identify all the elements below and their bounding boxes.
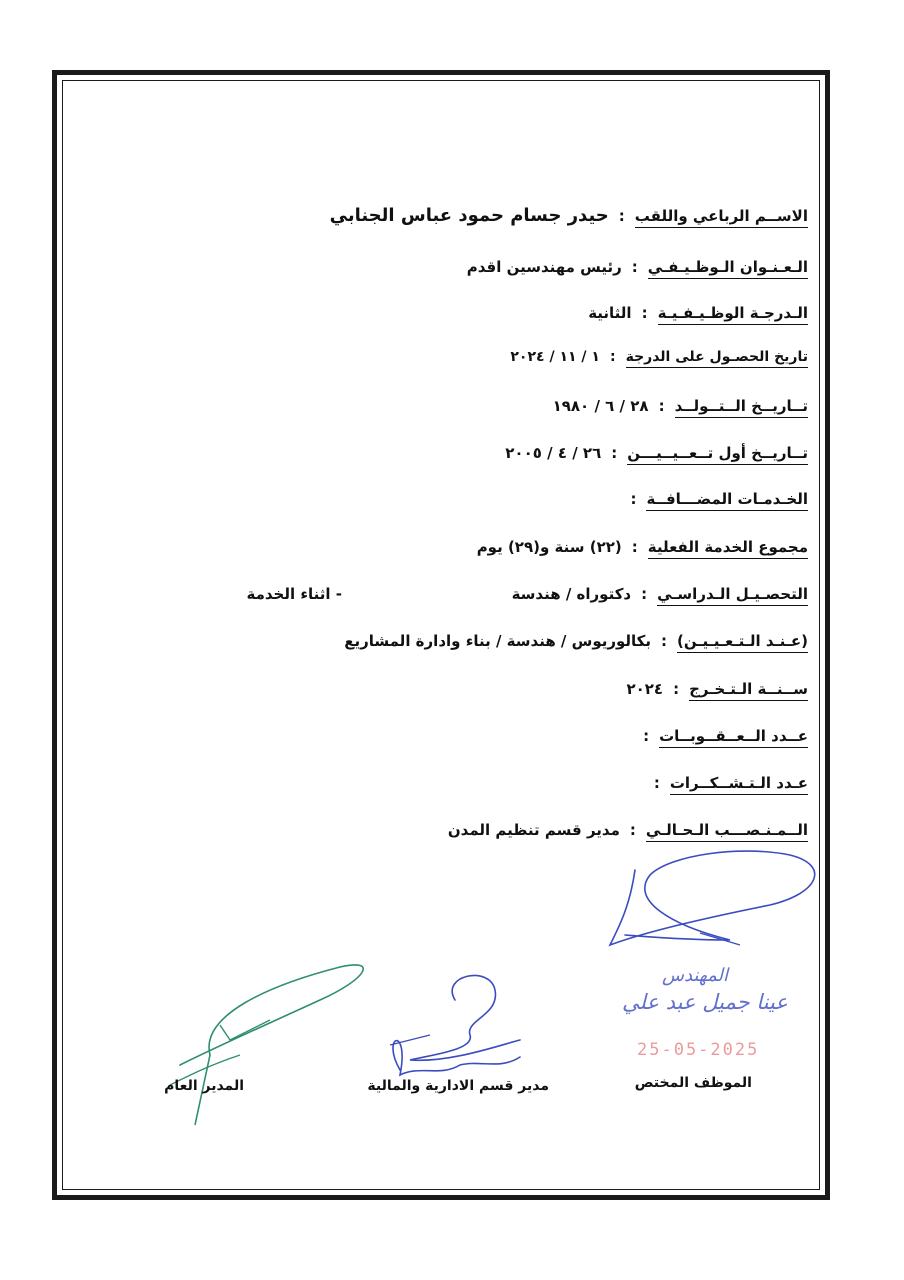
- field-job-title: [467, 258, 808, 279]
- field-label: تــاريــخ الــتــولــد: [675, 397, 808, 418]
- field-label: عــدد الــعــقــوبــات: [659, 727, 808, 748]
- field-value: ٢٨ / ٦ / ١٩٨٠: [552, 397, 649, 415]
- stamp-engineer-title: المهندس: [662, 965, 729, 986]
- field-value: رئيس مهندسين اقدم: [466, 258, 622, 276]
- field-total-service: [477, 538, 808, 559]
- field-label: تاريخ الحصـول على الدرجة: [626, 349, 808, 368]
- field-job-grade: [588, 304, 808, 325]
- signature-admin-finance: [370, 965, 560, 1095]
- field-label: ســنــة الـتـخـرج: [689, 680, 808, 701]
- field-grade-date: [510, 349, 808, 368]
- field-value: الثانية: [588, 304, 632, 322]
- field-value: بكالوريوس / هندسة / بناء وادارة المشاريع: [344, 632, 652, 650]
- caption-specialist: الموظف المختص: [634, 1075, 752, 1091]
- signature-specialist: [590, 845, 830, 965]
- field-colon: :: [643, 727, 650, 745]
- field-value: ٢٠٢٤: [626, 680, 664, 698]
- field-value: ١ / ١١ / ٢٠٢٤: [510, 349, 600, 365]
- field-colon: :: [631, 538, 638, 556]
- field-label: عـدد الـتـشــكــرات: [670, 774, 808, 795]
- field-label: الـعـنـوان الـوظـيـفـي: [648, 258, 808, 279]
- field-value: مدير قسم تنظيم المدن: [447, 821, 620, 839]
- field-current-position: [448, 821, 808, 842]
- field-label: الاســم الرباعي واللقب: [635, 207, 808, 228]
- field-penalties-count: [633, 727, 808, 748]
- field-label: مجموع الخدمة الفعلية: [648, 538, 808, 559]
- field-colon: :: [631, 258, 638, 276]
- signature-general-manager: [150, 955, 370, 1130]
- field-colon: :: [661, 632, 668, 650]
- field-colon: :: [630, 490, 637, 508]
- field-colon: :: [673, 680, 680, 698]
- field-label: الــمـنـصـــب الـحـالـي: [646, 821, 808, 842]
- field-colon: :: [629, 821, 636, 839]
- field-added-services: [620, 490, 808, 511]
- field-value: دكتوراه / هندسة: [511, 585, 632, 603]
- field-education: [512, 585, 808, 606]
- field-full-name: [330, 205, 808, 228]
- field-graduation-year: [626, 680, 808, 701]
- field-label: تــاريــخ أول تــعــيــيـــن: [627, 444, 808, 465]
- caption-general-manager: المدير العام: [164, 1078, 244, 1094]
- field-education-at-appointment: [344, 632, 808, 653]
- field-colon: :: [618, 207, 625, 225]
- stamp-engineer-name: عينا جميل عبد علي: [622, 990, 788, 1014]
- field-colon: :: [641, 585, 648, 603]
- field-colon: :: [641, 304, 648, 322]
- field-first-appointment: [505, 444, 808, 465]
- field-label: الـدرجـة الوظـيـفـيـة: [658, 304, 808, 325]
- caption-admin-finance: مدير قسم الادارية والمالية: [367, 1078, 549, 1094]
- field-value: حيدر جسام حمود عباس الجنابي: [329, 205, 609, 226]
- field-value: ٢٦ / ٤ / ٢٠٠٥: [505, 444, 602, 462]
- field-education-note: - اثناء الخدمة: [246, 585, 342, 603]
- field-commendations-count: [644, 774, 808, 795]
- field-colon: :: [609, 349, 616, 365]
- stamp-date: 25-05-2025: [637, 1040, 760, 1060]
- field-birth-date: [553, 397, 808, 418]
- field-colon: :: [658, 397, 665, 415]
- field-colon: :: [653, 774, 660, 792]
- field-colon: :: [611, 444, 618, 462]
- field-label: التحصـيـل الـدراسـي: [657, 585, 808, 606]
- field-label: الخـدمـات المضـــافــة: [646, 490, 808, 511]
- field-value: (٢٢) سنة و(٢٩) يوم: [476, 538, 622, 556]
- field-label: (عـنـد الـتـعـيـيـن): [677, 632, 808, 653]
